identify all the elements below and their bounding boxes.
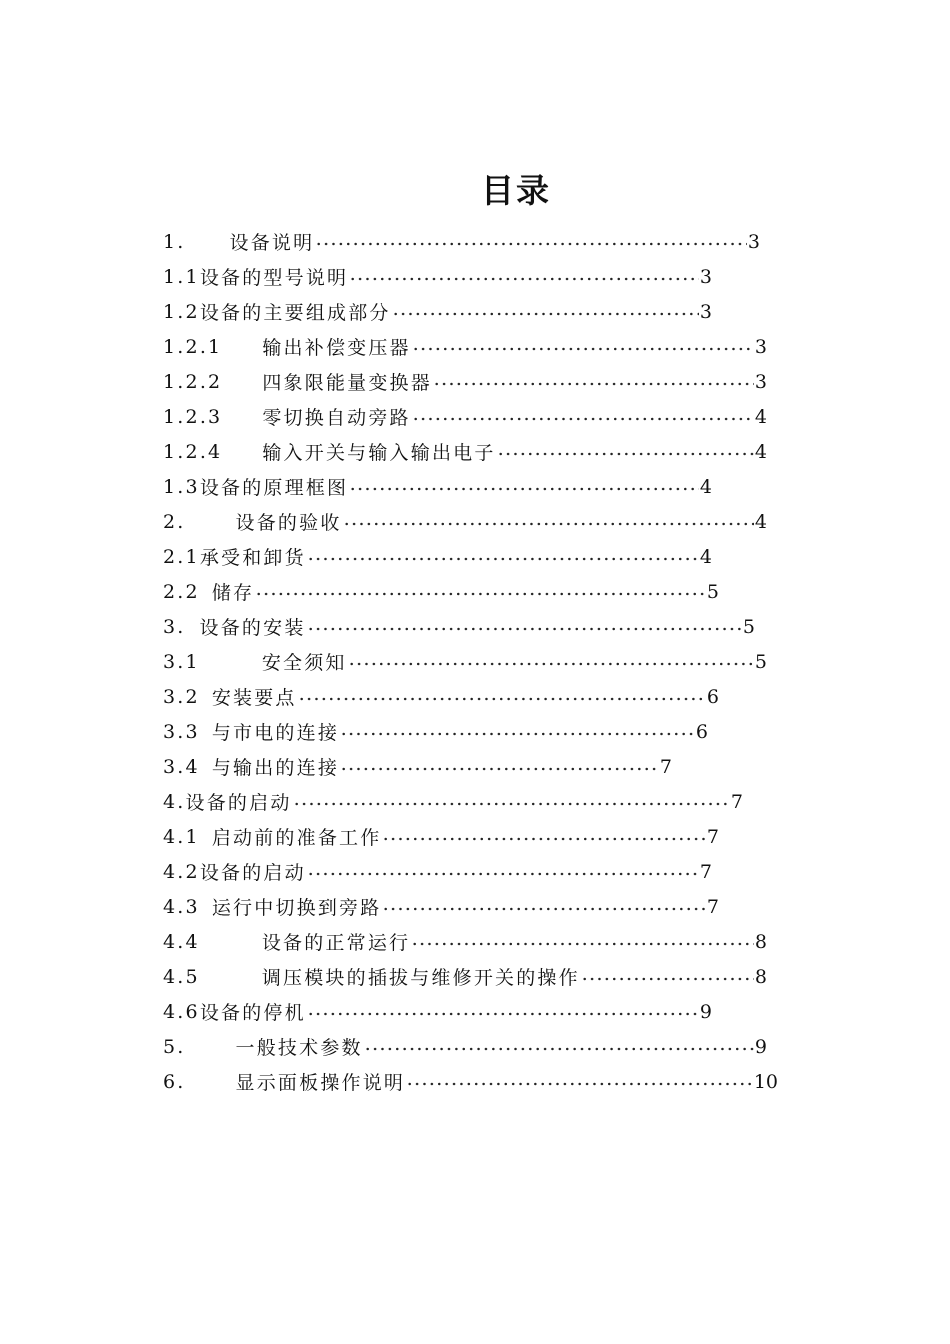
- toc-entry-number: 3.1: [163, 650, 200, 673]
- toc-entry-title: 设备的安装: [199, 617, 306, 639]
- toc-entry-title: 设备的主要组成部分: [199, 302, 391, 324]
- toc-entry-page-number: 4: [754, 440, 767, 463]
- toc-entry[interactable]: [163, 819, 719, 854]
- toc-entry-title: 安装要点: [211, 687, 297, 709]
- toc-dot-leader: [307, 627, 742, 631]
- toc-dot-leader: [364, 1047, 754, 1051]
- toc-entry-number: 1.1: [163, 265, 200, 288]
- toc-entry[interactable]: [163, 224, 760, 259]
- toc-entry[interactable]: [163, 644, 767, 679]
- toc-entry-number: 4.3: [163, 895, 200, 918]
- toc-entry-number: 6.: [163, 1070, 186, 1093]
- toc-entry-number: 1.2.1: [163, 335, 223, 358]
- toc-entry-number: 1.2: [163, 300, 200, 323]
- toc-entry-title: 设备的正常运行: [261, 932, 411, 954]
- toc-entry-number: 3.3: [163, 720, 200, 743]
- toc-entry-page-number: 6: [695, 720, 708, 743]
- toc-entry-page-number: 7: [706, 895, 719, 918]
- toc-entry-title: 设备的启动: [185, 792, 292, 814]
- toc-dot-leader: [348, 662, 754, 666]
- toc-entry[interactable]: [163, 679, 719, 714]
- toc-dot-leader: [349, 277, 699, 281]
- toc-entry[interactable]: [163, 259, 712, 294]
- toc-entry[interactable]: [163, 889, 719, 924]
- toc-entry[interactable]: [163, 854, 712, 889]
- toc-entry-number: 4.1: [163, 825, 200, 848]
- toc-entry-page-number: 7: [730, 790, 743, 813]
- toc-entry-title: 一般技术参数: [235, 1037, 363, 1059]
- toc-dot-leader: [349, 487, 699, 491]
- toc-dot-leader: [581, 977, 754, 981]
- toc-entry-number: 2.2: [163, 580, 200, 603]
- toc-dot-leader: [255, 592, 706, 596]
- toc-entry-number: 2.: [163, 510, 186, 533]
- toc-entry-title: 设备的启动: [199, 862, 306, 884]
- toc-entry-title: 储存: [211, 582, 255, 604]
- toc-entry[interactable]: [163, 294, 712, 329]
- toc-entry-page-number: 5: [754, 650, 767, 673]
- toc-entry-page-number: 8: [754, 965, 767, 988]
- toc-entry-page-number: 4: [699, 475, 712, 498]
- toc-dot-leader: [411, 942, 754, 946]
- toc-entry-page-number: 4: [754, 405, 767, 428]
- toc-entry-title: 零切换自动旁路: [262, 407, 411, 429]
- toc-dot-leader: [298, 697, 706, 701]
- toc-dot-leader: [412, 417, 754, 421]
- toc-entry-page-number: 7: [706, 825, 719, 848]
- toc-entry[interactable]: [163, 1064, 778, 1099]
- toc-entry-title: 设备说明: [229, 232, 315, 254]
- toc-entry-page-number: 3: [754, 370, 767, 393]
- toc-dot-leader: [412, 347, 754, 351]
- toc-entry-title: 调压模块的插拔与维修开关的操作: [261, 967, 580, 989]
- toc-entry-title: 显示面板操作说明: [235, 1072, 406, 1094]
- toc-entry-number: 2.1: [163, 545, 200, 568]
- toc-entry-page-number: 3: [747, 230, 760, 253]
- toc-entry[interactable]: [163, 714, 708, 749]
- toc-dot-leader: [307, 557, 699, 561]
- toc-dot-leader: [340, 767, 659, 771]
- toc-entry-title: 启动前的准备工作: [211, 827, 382, 849]
- toc-entry[interactable]: [163, 364, 767, 399]
- toc-entry-page-number: 6: [706, 685, 719, 708]
- toc-entry[interactable]: [163, 994, 712, 1029]
- toc-entry[interactable]: [163, 539, 712, 574]
- toc-entry[interactable]: [163, 609, 755, 644]
- toc-entry[interactable]: [163, 749, 672, 784]
- toc-entry-page-number: 4: [754, 510, 767, 533]
- toc-entry-number: 3.4: [163, 755, 200, 778]
- toc-entry-title: 运行中切换到旁路: [211, 897, 382, 919]
- toc-entry-number: 3.: [163, 615, 186, 638]
- toc-entry[interactable]: [163, 1029, 767, 1064]
- toc-entry-title: 输出补偿变压器: [262, 337, 411, 359]
- toc-entry-number: 1.3: [163, 475, 200, 498]
- toc-entry-page-number: 5: [742, 615, 755, 638]
- toc-entry-title: 与市电的连接: [211, 722, 340, 744]
- toc-entry-title: 四象限能量变换器: [262, 372, 432, 394]
- toc-entry-page-number: 7: [659, 755, 672, 778]
- toc-dot-leader: [315, 242, 747, 246]
- toc-entry-number: 4.4: [163, 930, 200, 953]
- toc-title: 目录: [481, 171, 551, 210]
- toc-entry-page-number: 4: [699, 545, 712, 568]
- toc-dot-leader: [293, 802, 730, 806]
- toc-dot-leader: [307, 1012, 699, 1016]
- toc-entry[interactable]: [163, 574, 719, 609]
- toc-entry[interactable]: [163, 329, 767, 364]
- toc-entry-number: 1.2.3: [163, 405, 223, 428]
- toc-entry[interactable]: [163, 924, 767, 959]
- toc-dot-leader: [343, 522, 754, 526]
- toc-entry-title: 设备的验收: [235, 512, 342, 534]
- toc-entry-page-number: 5: [706, 580, 719, 603]
- toc-entry-title: 与输出的连接: [211, 757, 340, 779]
- toc-entry-title: 设备的原理框图: [199, 477, 349, 499]
- toc-entry-page-number: 3: [699, 300, 712, 323]
- toc-entry-page-number: 3: [699, 265, 712, 288]
- toc-dot-leader: [497, 452, 754, 456]
- toc-entry-number: 1.2.4: [163, 440, 223, 463]
- toc-entry[interactable]: [163, 504, 767, 539]
- toc-entry-title: 承受和卸货: [199, 547, 306, 569]
- toc-entry-number: 1.: [163, 230, 186, 253]
- toc-entry-page-number: 9: [699, 1000, 712, 1023]
- toc-entry-title: 输入开关与输入输出电子: [262, 442, 496, 464]
- toc-entry-number: 3.2: [163, 685, 200, 708]
- toc-entry-page-number: 3: [754, 335, 767, 358]
- toc-entry[interactable]: [163, 784, 743, 819]
- toc-entry-page-number: 10: [753, 1070, 778, 1093]
- toc-entry[interactable]: [163, 399, 767, 434]
- toc-entry[interactable]: [163, 469, 712, 504]
- toc-entry[interactable]: [163, 434, 767, 469]
- toc-entry-page-number: 8: [754, 930, 767, 953]
- toc-entry-number: 5.: [163, 1035, 186, 1058]
- toc-entry-title: 安全须知: [261, 652, 347, 674]
- toc-dot-leader: [340, 732, 695, 736]
- toc-dot-leader: [406, 1082, 753, 1086]
- toc-entry-title: 设备的型号说明: [199, 267, 349, 289]
- toc-entry[interactable]: [163, 959, 767, 994]
- toc-entry-number: 4.6: [163, 1000, 200, 1023]
- toc-dot-leader: [382, 907, 705, 911]
- toc-dot-leader: [433, 382, 754, 386]
- toc-entry-title: 设备的停机: [199, 1002, 306, 1024]
- toc-dot-leader: [307, 872, 699, 876]
- toc-entry-number: 4.5: [163, 965, 200, 988]
- toc-dot-leader: [382, 837, 705, 841]
- toc-entry-number: 1.2.2: [163, 370, 223, 393]
- toc-entry-number: 4.2: [163, 860, 200, 883]
- toc-entry-page-number: 9: [754, 1035, 767, 1058]
- toc-dot-leader: [392, 312, 699, 316]
- toc-entry-page-number: 7: [699, 860, 712, 883]
- toc-entry-number: 4.: [163, 790, 186, 813]
